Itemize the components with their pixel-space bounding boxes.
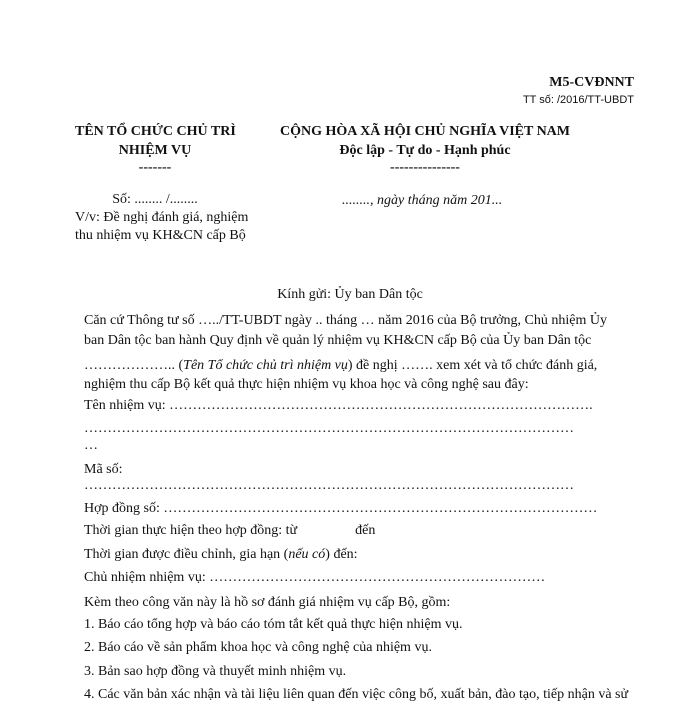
task-name-field: Tên nhiệm vụ: ……………………………………………………………………………….: [84, 398, 593, 413]
org-name-line2: NHIỆM VỤ: [118, 143, 192, 158]
attachments-intro: Kèm theo công văn này là hồ sơ đánh giá nhiệm vụ cấp Bộ, gồm:: [84, 595, 451, 610]
time-contract-to: đến: [355, 523, 376, 538]
contract-field: Hợp đồng số: …………………………………………………………………………………: [84, 501, 598, 516]
code-field: ……………………………………………………………………………………………: [84, 478, 574, 493]
code-label: Mã số:: [84, 462, 123, 477]
time-adjusted-prefix: Thời gian được điều chỉnh, gia hạn (: [84, 547, 289, 562]
task-name-continuation2: …: [84, 438, 98, 453]
attachment-item: 1. Báo cáo tổng hợp và báo cáo tóm tắt kết quả thực hiện nhiệm vụ.: [84, 617, 463, 632]
nation-motto: Độc lập - Tự do - Hạnh phúc: [339, 143, 511, 158]
body-para2-line2: nghiệm thu cấp Bộ kết quả thực hiện nhiệm vụ khoa học và công nghệ sau đây:: [84, 377, 529, 392]
time-contract-field: [84, 523, 375, 539]
body-para2-line1: [84, 358, 597, 374]
task-name-continuation1: ……………………………………………………………………………………………: [84, 421, 574, 436]
task-leader-field: Chủ nhiệm nhiệm vụ: ………………………………………………………………: [84, 570, 546, 585]
org-name-line1: TÊN TỔ CHỨC CHỦ TRÌ: [75, 124, 236, 139]
date-line: ........, ngày tháng năm 201...: [342, 193, 503, 208]
time-contract-from: Thời gian thực hiện theo hợp đồng: từ: [84, 523, 298, 538]
nation-title: CỘNG HÒA XÃ HỘI CHỦ NGHĨA VIỆT NAM: [279, 124, 570, 139]
nation-divider: ---------------: [390, 160, 460, 175]
form-code: M5-CVĐNNT: [549, 75, 634, 90]
time-adjusted-condition: nếu có: [288, 547, 326, 562]
org-divider: -------: [138, 160, 172, 175]
attachment-item: 3. Bản sao hợp đồng và thuyết minh nhiệm vụ.: [84, 664, 347, 679]
body-para2-org-placeholder: Tên Tổ chức chủ trì nhiệm vụ: [183, 358, 348, 373]
time-adjusted-field: [84, 547, 358, 563]
greeting: Kính gửi: Ủy ban Dân tộc: [277, 287, 423, 302]
body-para2-prefix: ……………….. (: [84, 358, 184, 373]
circular-reference: TT số: /2016/TT-UBDT: [522, 94, 634, 106]
body-para1-line1: Căn cứ Thông tư số …../TT-UBDT ngày .. tháng … năm 2016 của Bộ trưởng, Chủ nhiệm Ủy: [84, 313, 607, 328]
attachment-item: 4. Các văn bản xác nhận và tài liệu liên quan đến việc công bố, xuất bản, đào tạo, tiếp nhận và sử: [84, 687, 629, 702]
subject-line1: V/v: Đề nghị đánh giá, nghiệm: [75, 210, 249, 225]
attachment-item: 2. Báo cáo về sản phẩm khoa học và công nghệ của nhiệm vụ.: [84, 640, 432, 655]
time-adjusted-suffix: ) đến:: [325, 547, 358, 562]
body-para2-suffix: ) đề nghị ……. xem xét và tổ chức đánh giá,: [347, 358, 598, 373]
subject-line2: thu nhiệm vụ KH&CN cấp Bộ: [75, 228, 246, 243]
body-para1-line2: ban Dân tộc ban hành Quy định về quản lý nhiệm vụ KH&CN cấp Bộ của Ủy ban Dân tộc: [84, 333, 592, 348]
document-number: Số: ........ /........: [112, 192, 198, 207]
